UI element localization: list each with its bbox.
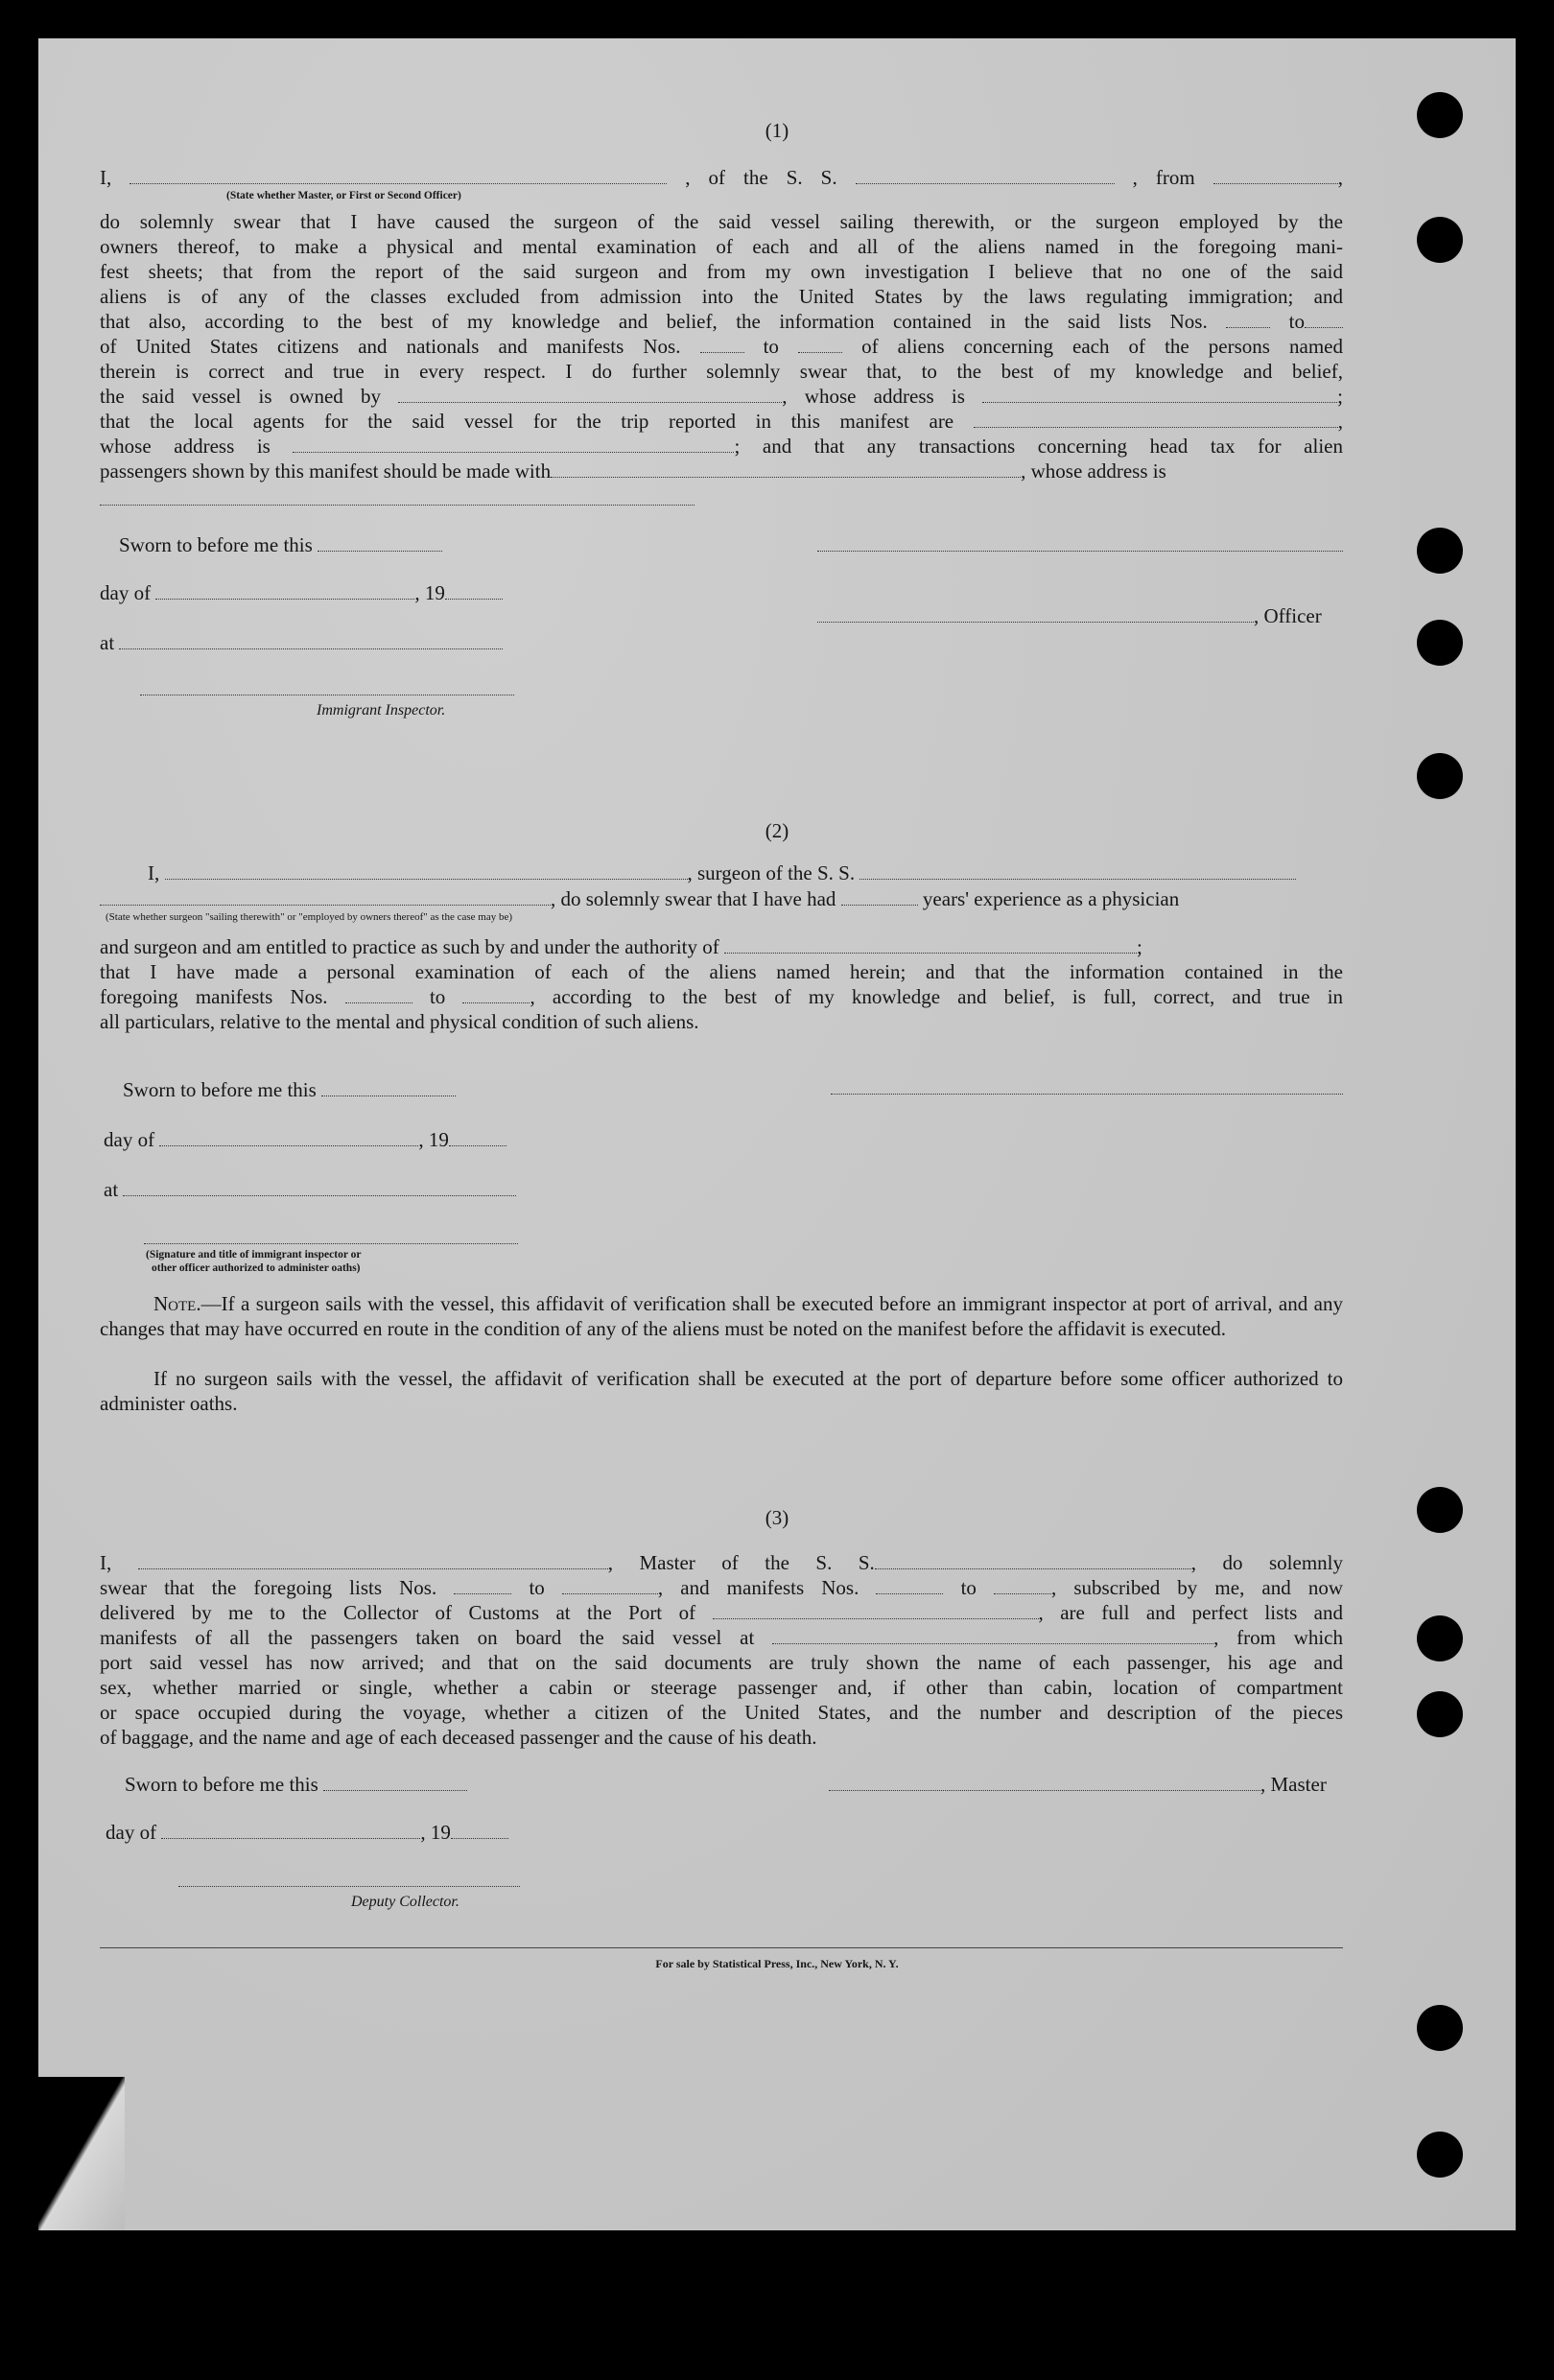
blank-officer: [130, 166, 667, 184]
printer-footer: For sale by Statistical Press, Inc., New York, N. Y.: [655, 1957, 899, 1970]
blank-list-from: [1226, 310, 1270, 328]
text: , 19: [420, 1821, 451, 1844]
text: years' experience as a physician: [922, 887, 1180, 910]
blank-vessel: [856, 166, 1115, 184]
s2-sworn: [123, 1078, 456, 1102]
text: ,: [1337, 410, 1344, 433]
blank: [876, 1576, 943, 1594]
divider: [100, 505, 695, 506]
text: , from: [1132, 166, 1195, 189]
s2-text-4: that I have made a personal examination of each of the aliens named herein; and that the information contained in the: [100, 960, 1343, 983]
folded-corner: [38, 2077, 125, 2230]
text: , of the S. S.: [685, 166, 837, 189]
s3-line-1: [100, 1550, 1343, 1575]
text: to: [960, 1576, 977, 1599]
text: of United States citizens and nationals and manifests Nos.: [100, 335, 681, 358]
blank: [155, 581, 414, 600]
s3-line-5: port said vessel has now arrived; and that on the said documents are truly shown the name of each passenger, his age and: [100, 1651, 1343, 1674]
s2-day: [104, 1128, 506, 1152]
s1-text-4: aliens is of any of the classes excluded from admission into the United States by the laws regulating immigration; and: [100, 285, 1343, 308]
blank: [123, 1178, 516, 1196]
text: to: [429, 985, 446, 1008]
blank: [829, 1773, 1260, 1791]
section-3-heading: (3): [765, 1506, 789, 1529]
blank: [462, 985, 530, 1003]
punch-hole: [1417, 217, 1463, 263]
blank: [345, 985, 412, 1003]
blank: [161, 1821, 420, 1839]
text: at: [100, 631, 115, 654]
text: , do solemnly swear that I have had: [551, 887, 836, 910]
s2-note-2: If no surgeon sails with the vessel, the affidavit of verification shall be executed at the port of departure before some officer authorized to administer oaths.: [100, 1367, 1343, 1415]
s1-text-2: owners thereof, to make a physical and mental examination of each and all of the aliens named in the foregoing mani-: [100, 235, 1343, 258]
text: that also, according to the best of my knowledge and belief, the information contained in the said lists Nos.: [100, 310, 1208, 333]
text: I,: [100, 1551, 112, 1574]
s1-text-5: [100, 309, 1343, 334]
blank: [445, 581, 503, 600]
text: , Officer: [1254, 604, 1322, 627]
s2-text-6: all particulars, relative to the mental and physical condition of such aliens.: [100, 1010, 699, 1033]
text: manifests of all the passengers taken on board the said vessel at: [100, 1626, 755, 1649]
blank-owner-address: [982, 385, 1337, 403]
blank-port: [713, 1601, 1039, 1619]
punch-hole: [1417, 620, 1463, 666]
text: ; and that any transactions concerning head tax for alien: [734, 435, 1343, 458]
s3-line-3: [100, 1600, 1343, 1625]
s3-line-4: [100, 1625, 1343, 1650]
text: , whose address is: [1021, 460, 1166, 483]
text: to: [763, 335, 779, 358]
section-1-line-1: [100, 165, 1343, 190]
blank: [817, 604, 1254, 623]
blank-manifest-to: [798, 335, 842, 353]
punch-hole: [1417, 2132, 1463, 2178]
text: , Master of the S. S.: [607, 1551, 875, 1574]
s2-sig-note-1: (Signature and title of immigrant inspector or: [146, 1249, 362, 1261]
punch-hole: [1417, 528, 1463, 574]
blank: [318, 533, 442, 552]
text: ,: [1337, 166, 1343, 189]
punch-hole: [1417, 2005, 1463, 2051]
s3-line-6: sex, whether married or single, whether a cabin or steerage passenger and, if other than cabin, location of compartment: [100, 1676, 1343, 1699]
section-1-heading: (1): [765, 119, 789, 142]
text: ;: [1337, 385, 1344, 408]
immigrant-inspector-label: Immigrant Inspector.: [317, 702, 446, 719]
blank-owner: [398, 385, 782, 403]
blank-list-to: [1305, 310, 1343, 328]
text: , according to the best of my knowledge and belief, is full, correct, and true in: [530, 985, 1344, 1008]
s1-sworn: [119, 533, 442, 557]
state-note: (State whether Master, or First or Second Officer): [226, 190, 461, 201]
note-label: Note.: [153, 1292, 201, 1315]
s1-officer: [817, 604, 1322, 628]
text: foregoing manifests Nos.: [100, 985, 328, 1008]
blank: [454, 1576, 511, 1594]
s3-day: [106, 1821, 508, 1845]
blank-agents: [974, 410, 1338, 428]
officer-signature-line-1: [817, 551, 1343, 552]
section-2-heading: (2): [765, 819, 789, 842]
s2-note-1: [100, 1291, 1343, 1341]
punch-hole: [1417, 1615, 1463, 1661]
text: to: [529, 1576, 545, 1599]
text: day of: [104, 1128, 155, 1151]
blank-state: [100, 887, 551, 906]
text: , do solemnly: [1190, 1551, 1344, 1574]
s3-line-8: of baggage, and the name and age of each deceased passenger and the cause of his death.: [100, 1726, 817, 1749]
text: , 19: [418, 1128, 449, 1151]
text: , Master: [1260, 1773, 1327, 1796]
text: delivered by me to the Collector of Customs at the Port of: [100, 1601, 696, 1624]
blank-from: [1213, 166, 1338, 184]
blank: [449, 1128, 506, 1146]
blank-manifest-from: [700, 335, 744, 353]
blank: [119, 631, 503, 649]
text: ;: [1137, 935, 1142, 958]
blank-surgeon-name: [165, 861, 688, 880]
text: the said vessel is owned by: [100, 385, 382, 408]
text: , are full and perfect lists and: [1038, 1601, 1344, 1624]
s1-text-9: [100, 409, 1343, 434]
s1-text-6: [100, 334, 1343, 359]
text: of aliens concerning each of the persons named: [861, 335, 1344, 358]
blank-master: [138, 1551, 608, 1569]
text: that the local agents for the said vessel for the trip reported in this manifest are: [100, 410, 954, 433]
s1-text-8: [100, 384, 1343, 409]
punch-hole: [1417, 753, 1463, 799]
collector-signature-line: [178, 1886, 520, 1887]
s1-text-11: [100, 459, 1343, 483]
s3-sworn: [125, 1773, 467, 1797]
s1-text-10: [100, 434, 1343, 459]
s2-inspector-line: [144, 1243, 518, 1244]
s2-line-2: [100, 886, 1343, 911]
text: , subscribed by me, and now: [1051, 1576, 1344, 1599]
text: and surgeon and am entitled to practice as such by and under the authority of: [100, 935, 719, 958]
blank-vessel: [859, 861, 1296, 880]
blank-authority: [724, 935, 1137, 954]
s2-line-1: [148, 861, 1296, 885]
blank-agents-address: [293, 435, 734, 453]
text: , and manifests Nos.: [657, 1576, 859, 1599]
s3-master: [829, 1773, 1327, 1797]
s1-at: [100, 631, 503, 655]
text: at: [104, 1178, 119, 1201]
s1-text-3: fest sheets; that from the report of the said surgeon and from my own investigation I believe that no one of the said: [100, 260, 1343, 283]
text: Sworn to before me this: [123, 1078, 317, 1101]
text: , whose address is: [782, 385, 965, 408]
punch-hole: [1417, 1691, 1463, 1737]
text: , surgeon of the S. S.: [687, 861, 856, 884]
s2-text-5: [100, 984, 1343, 1009]
blank: [994, 1576, 1051, 1594]
s2-text-3: [100, 934, 1343, 959]
s2-sig-note-2: other officer authorized to administer oaths): [152, 1262, 361, 1274]
text: , from which: [1213, 1626, 1344, 1649]
text: day of: [106, 1821, 157, 1844]
text: Sworn to before me this: [125, 1773, 318, 1796]
blank-port-boarding: [772, 1626, 1213, 1644]
text: —If a surgeon sails with the vessel, this affidavit of verification shall be executed before an immigrant inspector at port of arrival, and any changes that may have occurred en route in the condition of any of the aliens must be noted on the manifest before the affidavit is executed.: [100, 1292, 1343, 1340]
blank: [321, 1078, 456, 1096]
blank-head-tax: [551, 460, 1021, 478]
surgeon-signature-line: [831, 1094, 1343, 1095]
s2-at: [104, 1178, 516, 1202]
text: I,: [100, 166, 112, 189]
text: Sworn to before me this: [119, 533, 313, 556]
s1-text-7: therein is correct and true in every respect. I do further solemnly swear that, to the best of my knowledge and belief,: [100, 360, 1343, 383]
blank-years: [841, 887, 918, 906]
s1-day: [100, 581, 503, 605]
text: I,: [148, 861, 160, 884]
s3-line-7: or space occupied during the voyage, whether a citizen of the United States, and the number and description of the pieces: [100, 1701, 1343, 1724]
text: to: [1288, 310, 1306, 333]
s2-state-note: (State whether surgeon "sailing therewith" or "employed by owners thereof" as the case may be): [106, 911, 513, 923]
text: day of: [100, 581, 152, 604]
text: swear that the foregoing lists Nos.: [100, 1576, 437, 1599]
s1-text-1: do solemnly swear that I have caused the surgeon of the said vessel sailing therewith, or the surgeon employed by the: [100, 210, 1343, 233]
blank: [451, 1821, 508, 1839]
blank: [323, 1773, 467, 1791]
text: passengers shown by this manifest should be made with: [100, 460, 552, 483]
blank: [562, 1576, 658, 1594]
blank-vessel: [875, 1551, 1191, 1569]
blank: [159, 1128, 418, 1146]
s3-line-2: [100, 1575, 1343, 1600]
text: whose address is: [100, 435, 271, 458]
footer-rule: [100, 1947, 1343, 1948]
deputy-collector-label: Deputy Collector.: [351, 1894, 459, 1910]
text: , 19: [414, 581, 445, 604]
